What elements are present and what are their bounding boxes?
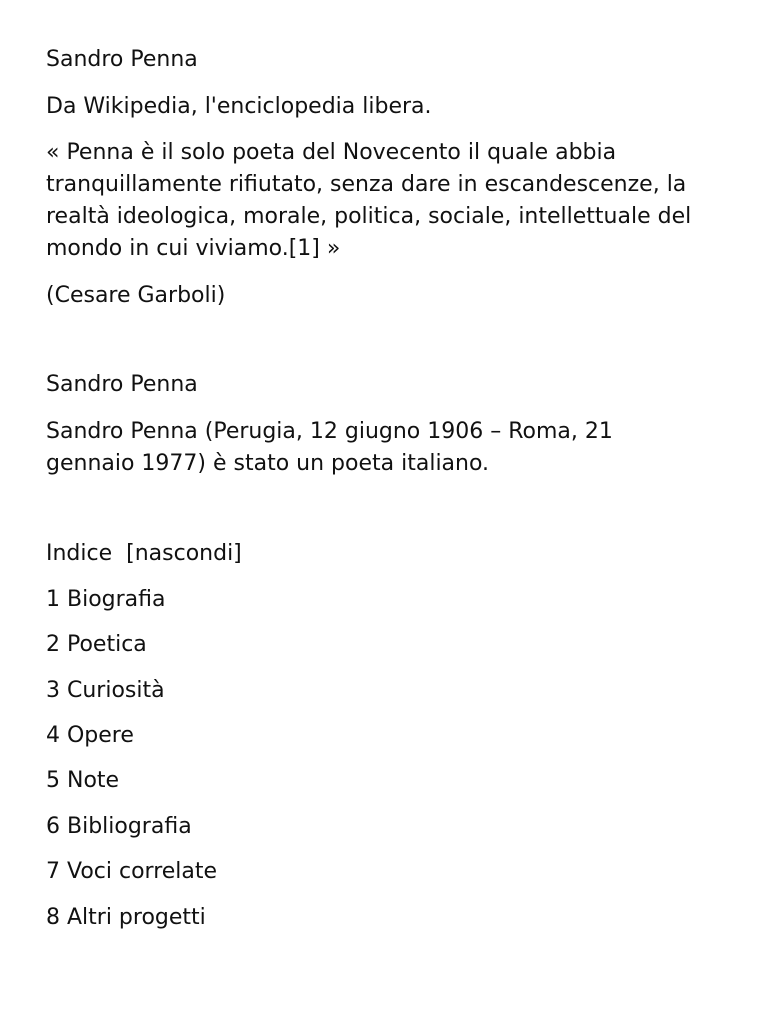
quote-line: realtà ideologica, morale, politica, sociale, intellettuale del [46, 204, 692, 229]
article-title: Sandro Penna [46, 372, 198, 397]
toc-item[interactable]: 7 Voci correlate [46, 859, 218, 884]
toc-title: Indice [46, 541, 113, 566]
quote-attribution: (Cesare Garboli) [46, 283, 226, 308]
toc-item[interactable]: 1 Biografia [46, 587, 166, 612]
source-line: Da Wikipedia, l'enciclopedia libera. [46, 94, 432, 119]
quote-line: « Penna è il solo poeta del Novecento il quale abbia [46, 140, 617, 165]
intro-paragraph [46, 416, 736, 480]
header-title: Sandro Penna [46, 47, 198, 72]
intro-line: gennaio 1977) è stato un poeta italiano. [46, 451, 490, 476]
intro-line: Sandro Penna (Perugia, 12 giugno 1906 – Roma, 21 [46, 419, 613, 444]
toc-item[interactable]: 2 Poetica [46, 632, 147, 657]
quote-line: mondo in cui viviamo.[1] » [46, 236, 341, 261]
toc-toggle-link[interactable]: [nascondi] [126, 541, 242, 566]
toc-item[interactable]: 3 Curiosità [46, 678, 165, 703]
toc-item[interactable]: 6 Bibliografia [46, 814, 192, 839]
toc-item[interactable]: 8 Altri progetti [46, 905, 206, 930]
toc-header [46, 538, 242, 570]
quote-line: tranquillamente rifiutato, senza dare in escandescenze, la [46, 172, 687, 197]
toc-item[interactable]: 5 Note [46, 768, 120, 793]
toc-item[interactable]: 4 Opere [46, 723, 134, 748]
quote-block [46, 137, 736, 265]
